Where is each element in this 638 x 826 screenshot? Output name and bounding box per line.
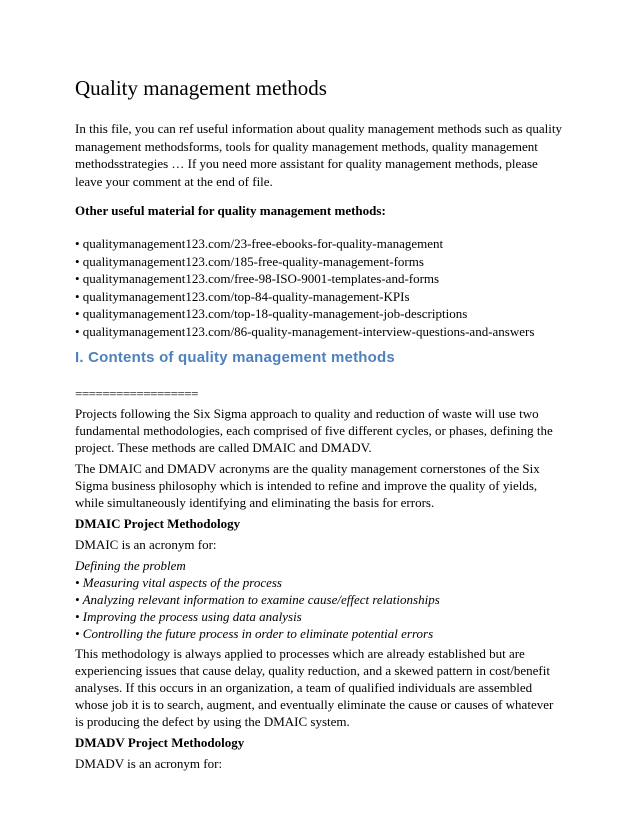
resource-link-list — [75, 235, 534, 340]
resource-link[interactable]: • qualitymanagement123.com/top-84-quality-management-KPIs — [75, 288, 410, 304]
separator-line: ================== — [75, 386, 198, 401]
intro-paragraph: In this file, you can ref useful information about quality management methods such as quality management methodsforms, tools for quality management methods, quality management methodsstrategies … If you need more assistant for quality management methods, please leave your comment at the end of file. — [75, 121, 563, 189]
page-title: Quality management methods — [75, 76, 327, 100]
paragraph-methodology: This methodology is always applied to processes which are already established but are experiencing issues that cause delay, quality reduction, and a skewed pattern in cost/benefit analyses. If this occurs in an organization, a team of qualified individuals are assembled whose job it is to search, augment, and eventually eliminate the cause or causes of whatever is producing the defect by using the DMAIC system. — [75, 646, 554, 729]
list-item: • Measuring vital aspects of the process — [75, 575, 282, 590]
dmadv-intro: DMADV is an acronym for: — [75, 756, 223, 771]
other-material-heading: Other useful material for quality management methods: — [75, 203, 386, 218]
resource-link[interactable]: • qualitymanagement123.com/23-free-ebooks-for-quality-management — [75, 236, 444, 251]
resource-link[interactable]: • qualitymanagement123.com/185-free-quality-management-forms — [75, 253, 424, 269]
section-body — [75, 385, 565, 776]
list-item: • Improving the process using data analysis — [75, 609, 302, 624]
resource-link[interactable]: • qualitymanagement123.com/86-quality-management-interview-questions-and-answers — [75, 323, 535, 339]
paragraph-six-sigma: Projects following the Six Sigma approach to quality and reduction of waste will use two fundamental methodologies, each comprised of five different cycles, or phases, defining the project. These methods are called DMAIC and DMADV. — [75, 406, 553, 455]
section-heading: I. Contents of quality management methods — [75, 349, 395, 366]
dmaic-intro: DMAIC is an acronym for: — [75, 537, 217, 552]
dmaic-steps-list — [75, 557, 565, 642]
paragraph-acronyms: The DMAIC and DMADV acronyms are the quality management cornerstones of the Six Sigma business philosophy which is intended to refine and improve the quality of yields, while simultaneously identifying and eliminating the basis for errors. — [75, 461, 540, 510]
resource-link[interactable]: • qualitymanagement123.com/free-98-ISO-9001-templates-and-forms — [75, 271, 440, 286]
resource-link[interactable]: • qualitymanagement123.com/top-18-quality-management-job-descriptions — [75, 306, 468, 321]
list-item: Defining the problem — [75, 558, 186, 573]
dmadv-heading: DMADV Project Methodology — [75, 735, 245, 750]
dmaic-heading: DMAIC Project Methodology — [75, 516, 241, 531]
list-item: • Analyzing relevant information to examine cause/effect relationships — [75, 592, 440, 607]
list-item: • Controlling the future process in order to eliminate potential errors — [75, 626, 434, 641]
